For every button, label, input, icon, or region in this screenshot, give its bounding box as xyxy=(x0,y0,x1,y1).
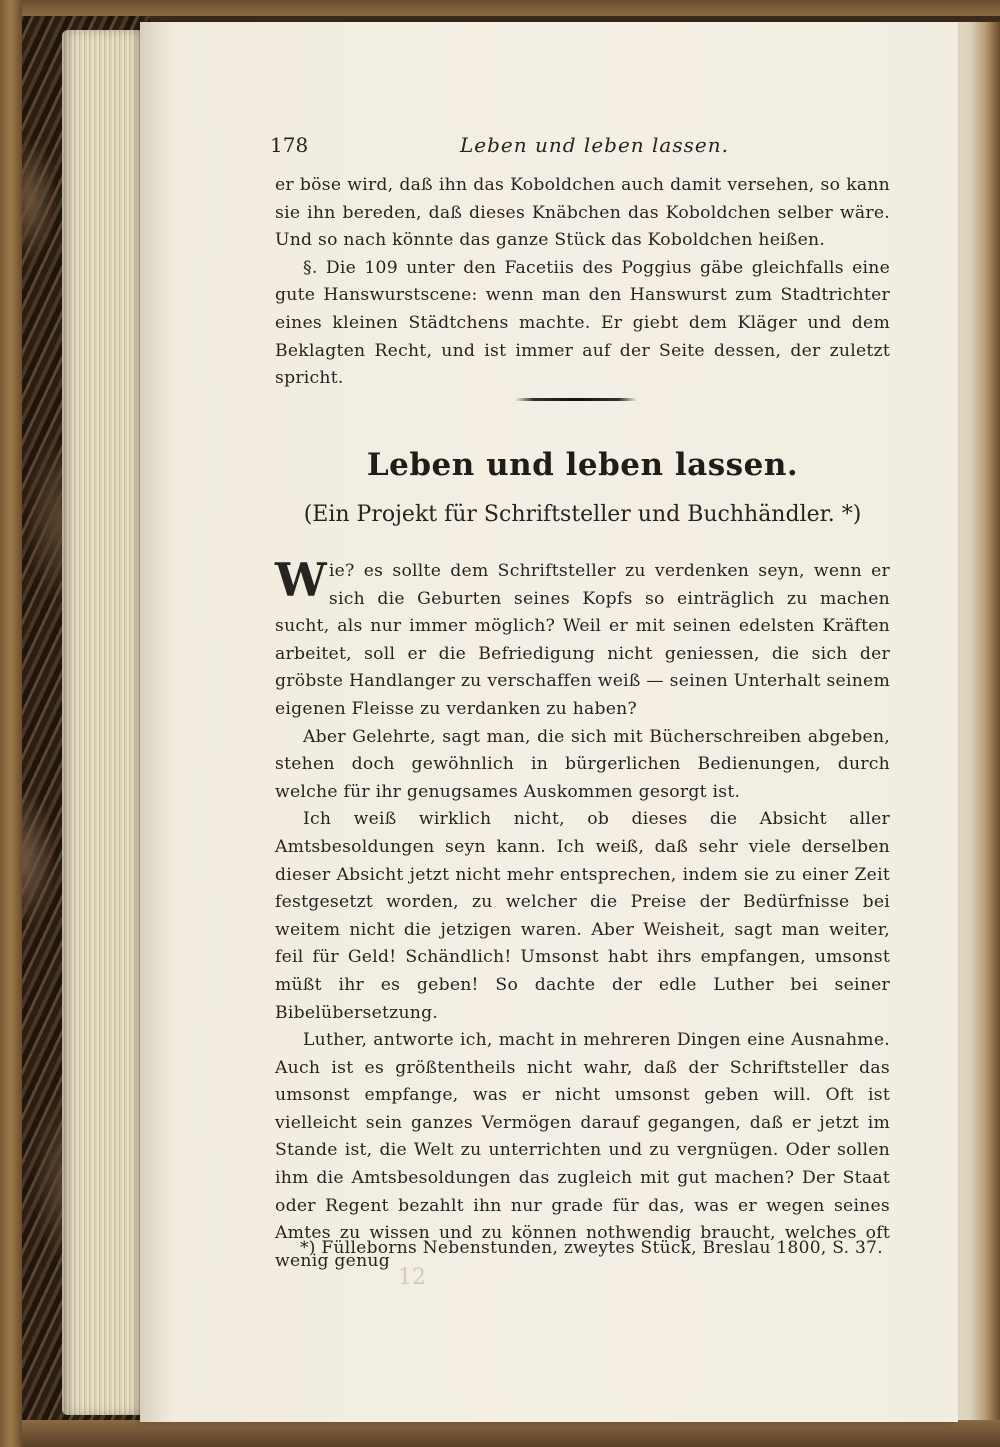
signature-mark: 12 xyxy=(398,1265,426,1290)
footnote: *) Fülleborns Nebenstunden, zweytes Stück, Breslau 1800, S. 37. xyxy=(300,1238,883,1258)
paragraph: er böse wird, daß ihn das Koboldchen auch damit versehen, so kann sie ihn bereden, daß dieses Knäbchen das Koboldchen selber wäre. Und so nach könnte das ganze Stück das Koboldchen heißen. xyxy=(275,175,890,251)
book-bottom-edge xyxy=(22,1420,1000,1447)
page-stack-edges xyxy=(62,30,148,1415)
continued-text-block xyxy=(275,172,890,393)
section-divider xyxy=(515,398,637,401)
paragraph: §. Die 109 unter den Facetiis des Poggius gäbe gleichfalls eine gute Hanswurstscene: wenn man den Hanswurst zum Stadtrichter eines kleinen Städtchens machte. Er giebt dem Kläger und dem Beklagten Recht, und ist immer auf der Seite dessen, der zuletzt spricht. xyxy=(275,257,890,389)
running-title: Leben und leben lassen. xyxy=(460,133,729,157)
right-page-edge xyxy=(952,22,1000,1420)
paragraph: Aber Gelehrte, sagt man, die sich mit Bücherschreiben abgeben, stehen doch gewöhnlich in bürgerlichen Bedienungen, durch welche für ihr genugsames Auskommen gesorgt ist. xyxy=(275,726,890,802)
page-number: 178 xyxy=(270,133,309,157)
page-header xyxy=(270,133,890,163)
section-text-block xyxy=(275,553,890,1275)
section-subtitle: (Ein Projekt für Schriftsteller und Buchhändler. *) xyxy=(303,502,862,527)
book-top-edge xyxy=(22,0,1000,16)
drop-cap: W xyxy=(275,553,327,607)
paragraph-text: ie? es sollte dem Schriftsteller zu verdenken seyn, wenn er sich die Geburten seines Kopfs so einträglich zu machen sucht, als nur immer möglich? Weil er mit seinen edelsten Kräften arbeitet, soll er die Befriedigung nicht geniessen, die sich der gröbste Handlanger zu verschaffen weiß — seinen Unterhalt seinem eigenen Fleisse zu verdanken zu haben? xyxy=(275,561,890,719)
section-title: Leben und leben lassen. xyxy=(366,447,799,483)
paragraph: Ich weiß wirklich nicht, ob dieses die Absicht aller Amtsbesoldungen seyn kann. Ich weiß, daß sehr viele derselben dieser Absicht jetzt nicht mehr entsprechen, indem sie zu einer Zeit festgesetzt worden, zu welcher die Preise der Bedürfnisse bei weitem nicht die jetzigen waren. Aber Weisheit, sagt man weiter, feil für Geld! Schändlich! Umsonst habt ihrs empfangen, umsonst müßt ihr es geben! So dachte der edle Luther bei seiner Bibelübersetzung. xyxy=(275,809,890,1023)
book-spine-edge xyxy=(0,0,22,1447)
paragraph-first xyxy=(275,553,890,724)
paragraph: Luther, antworte ich, macht in mehreren Dingen eine Ausnahme. Auch ist es größtentheils nicht wahr, daß der Schriftsteller das umsonst empfange, was er nicht umsonst geben will. Oft ist vielleicht sein ganzes Vermögen darauf gegangen, daß er jetzt im Stande ist, die Welt zu unterrichten und zu vergnügen. Oder sollen ihm die Amtsbesoldungen das zugleich mit gut machen? Der Staat oder Regent bezahlt ihn nur grade für das, was er wegen seines Amtes zu wissen und zu können nothwendig braucht, welches oft wenig genug xyxy=(275,1030,890,1271)
